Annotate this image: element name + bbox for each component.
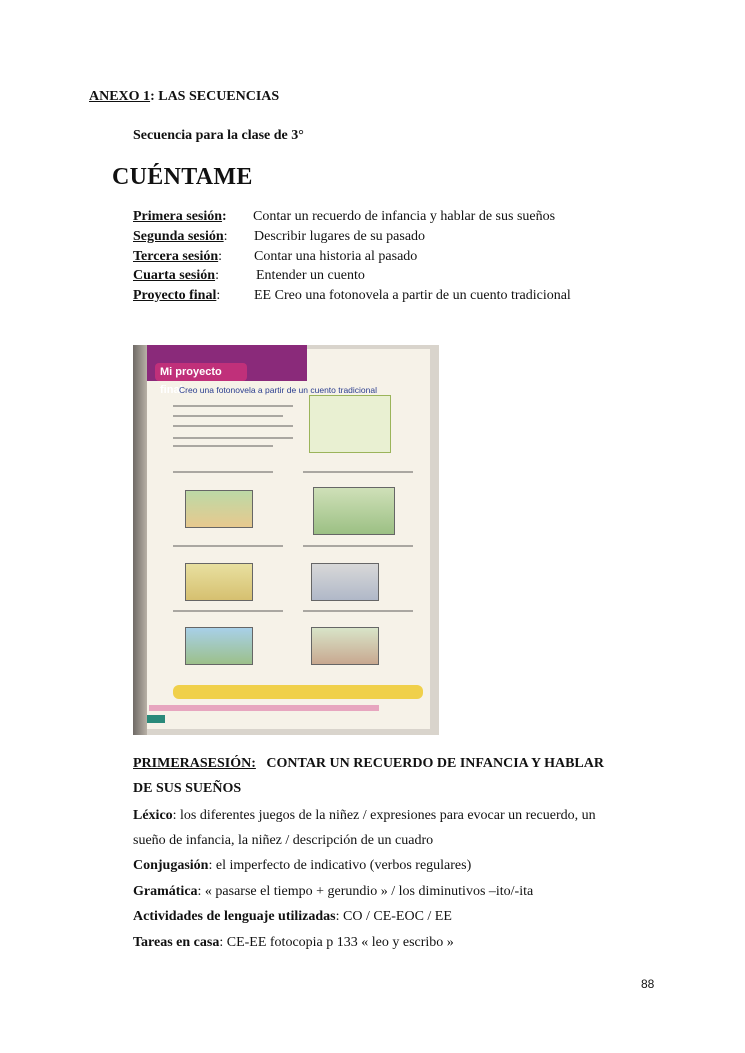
session-label: Primera sesión <box>133 209 223 224</box>
step-illustration <box>185 563 253 601</box>
tareas-key: Tareas en casa <box>133 935 220 950</box>
conj-key: Conjugasión <box>133 858 209 873</box>
act-value: : CO / CE-EOC / EE <box>335 909 452 924</box>
first-session-heading-cont: DE SUS SUEÑOS <box>133 781 242 796</box>
step-illustration <box>185 490 253 528</box>
gramatica-row <box>133 884 533 900</box>
session-desc: EE Creo una fotonovela a partir de un cuento tradicional <box>254 288 571 303</box>
text-line <box>303 610 413 612</box>
text-line <box>173 405 293 407</box>
session-sep: : <box>215 268 219 283</box>
session-label: Proyecto final <box>133 288 217 303</box>
text-line <box>173 545 283 547</box>
text-line <box>173 437 293 439</box>
page-number: 88 <box>641 977 655 991</box>
session-desc: Entender un cuento <box>256 268 365 283</box>
lexico-key: Léxico <box>133 808 173 823</box>
step-illustration <box>311 563 379 601</box>
session-label: Tercera sesión <box>133 249 219 264</box>
step-illustration <box>185 627 253 665</box>
session-label: Cuarta sesión <box>133 268 216 283</box>
lexico-row-cont: sueño de infancia, la niñez / descripción de un cuadro <box>133 833 434 848</box>
session-desc: Contar un recuerdo de infancia y hablar de sus sueños <box>253 209 556 224</box>
heading-text: CONTAR UN RECUERDO DE INFANCIA Y HABLAR <box>266 756 604 771</box>
text-line <box>173 471 273 473</box>
conjugacion-row <box>133 858 471 874</box>
textbook-photo <box>133 345 439 735</box>
step-illustration <box>313 487 395 535</box>
gram-value: : « pasarse el tiempo + gerundio » / los diminutivos –ito/-ita <box>197 884 534 899</box>
textbook-subtitle: Creo una fotonovela a partir de un cuento tradicional <box>179 385 377 395</box>
session-sep: : <box>218 249 223 264</box>
text-line <box>173 415 283 417</box>
text-line <box>303 471 413 473</box>
page-tab <box>147 715 165 723</box>
annex-title: : LAS SECUENCIAS <box>150 89 280 104</box>
annex-heading <box>89 89 279 105</box>
session-sep: : <box>216 288 221 303</box>
session-sep: : <box>222 209 227 224</box>
session-desc: Contar una historia al pasado <box>254 249 418 264</box>
step-illustration <box>311 627 379 665</box>
text-line <box>173 445 273 447</box>
yellow-banner <box>173 685 423 699</box>
session-row-1 <box>133 209 556 225</box>
session-row-3 <box>133 249 418 265</box>
tareas-value: : CE-EE fotocopia p 133 « leo y escribo » <box>219 935 454 950</box>
session-row-4 <box>133 268 365 284</box>
lexico-value: : los diferentes juegos de la niñez / expresiones para evocar un recuerdo, un <box>172 808 596 823</box>
lexico-row <box>133 808 596 824</box>
session-label: Segunda sesión <box>133 229 224 244</box>
session-desc: Describir lugares de su pasado <box>254 229 426 244</box>
page-title: CUÉNTAME <box>112 164 253 190</box>
actividades-row <box>133 909 452 925</box>
text-line <box>303 545 413 547</box>
book-spine <box>133 345 147 735</box>
textbook-header: Mi proyecto final <box>155 363 247 381</box>
act-key: Actividades de lenguaje utilizadas <box>133 909 336 924</box>
text-line <box>173 425 293 427</box>
session-row-5 <box>133 288 571 304</box>
conj-value: : el imperfecto de indicativo (verbos regulares) <box>208 858 472 873</box>
tareas-row <box>133 935 454 951</box>
session-row-2 <box>133 229 426 245</box>
evaluation-bar <box>149 705 379 711</box>
annex-number: ANEXO 1 <box>89 89 151 104</box>
heading-label: PRIMERASESIÓN: <box>133 756 256 771</box>
session-sep: : <box>223 229 228 244</box>
sequence-label: Secuencia para la clase de 3° <box>133 128 304 143</box>
gram-key: Gramática <box>133 884 198 899</box>
first-session-heading <box>133 756 604 772</box>
materials-box <box>309 395 391 453</box>
text-line <box>173 610 283 612</box>
